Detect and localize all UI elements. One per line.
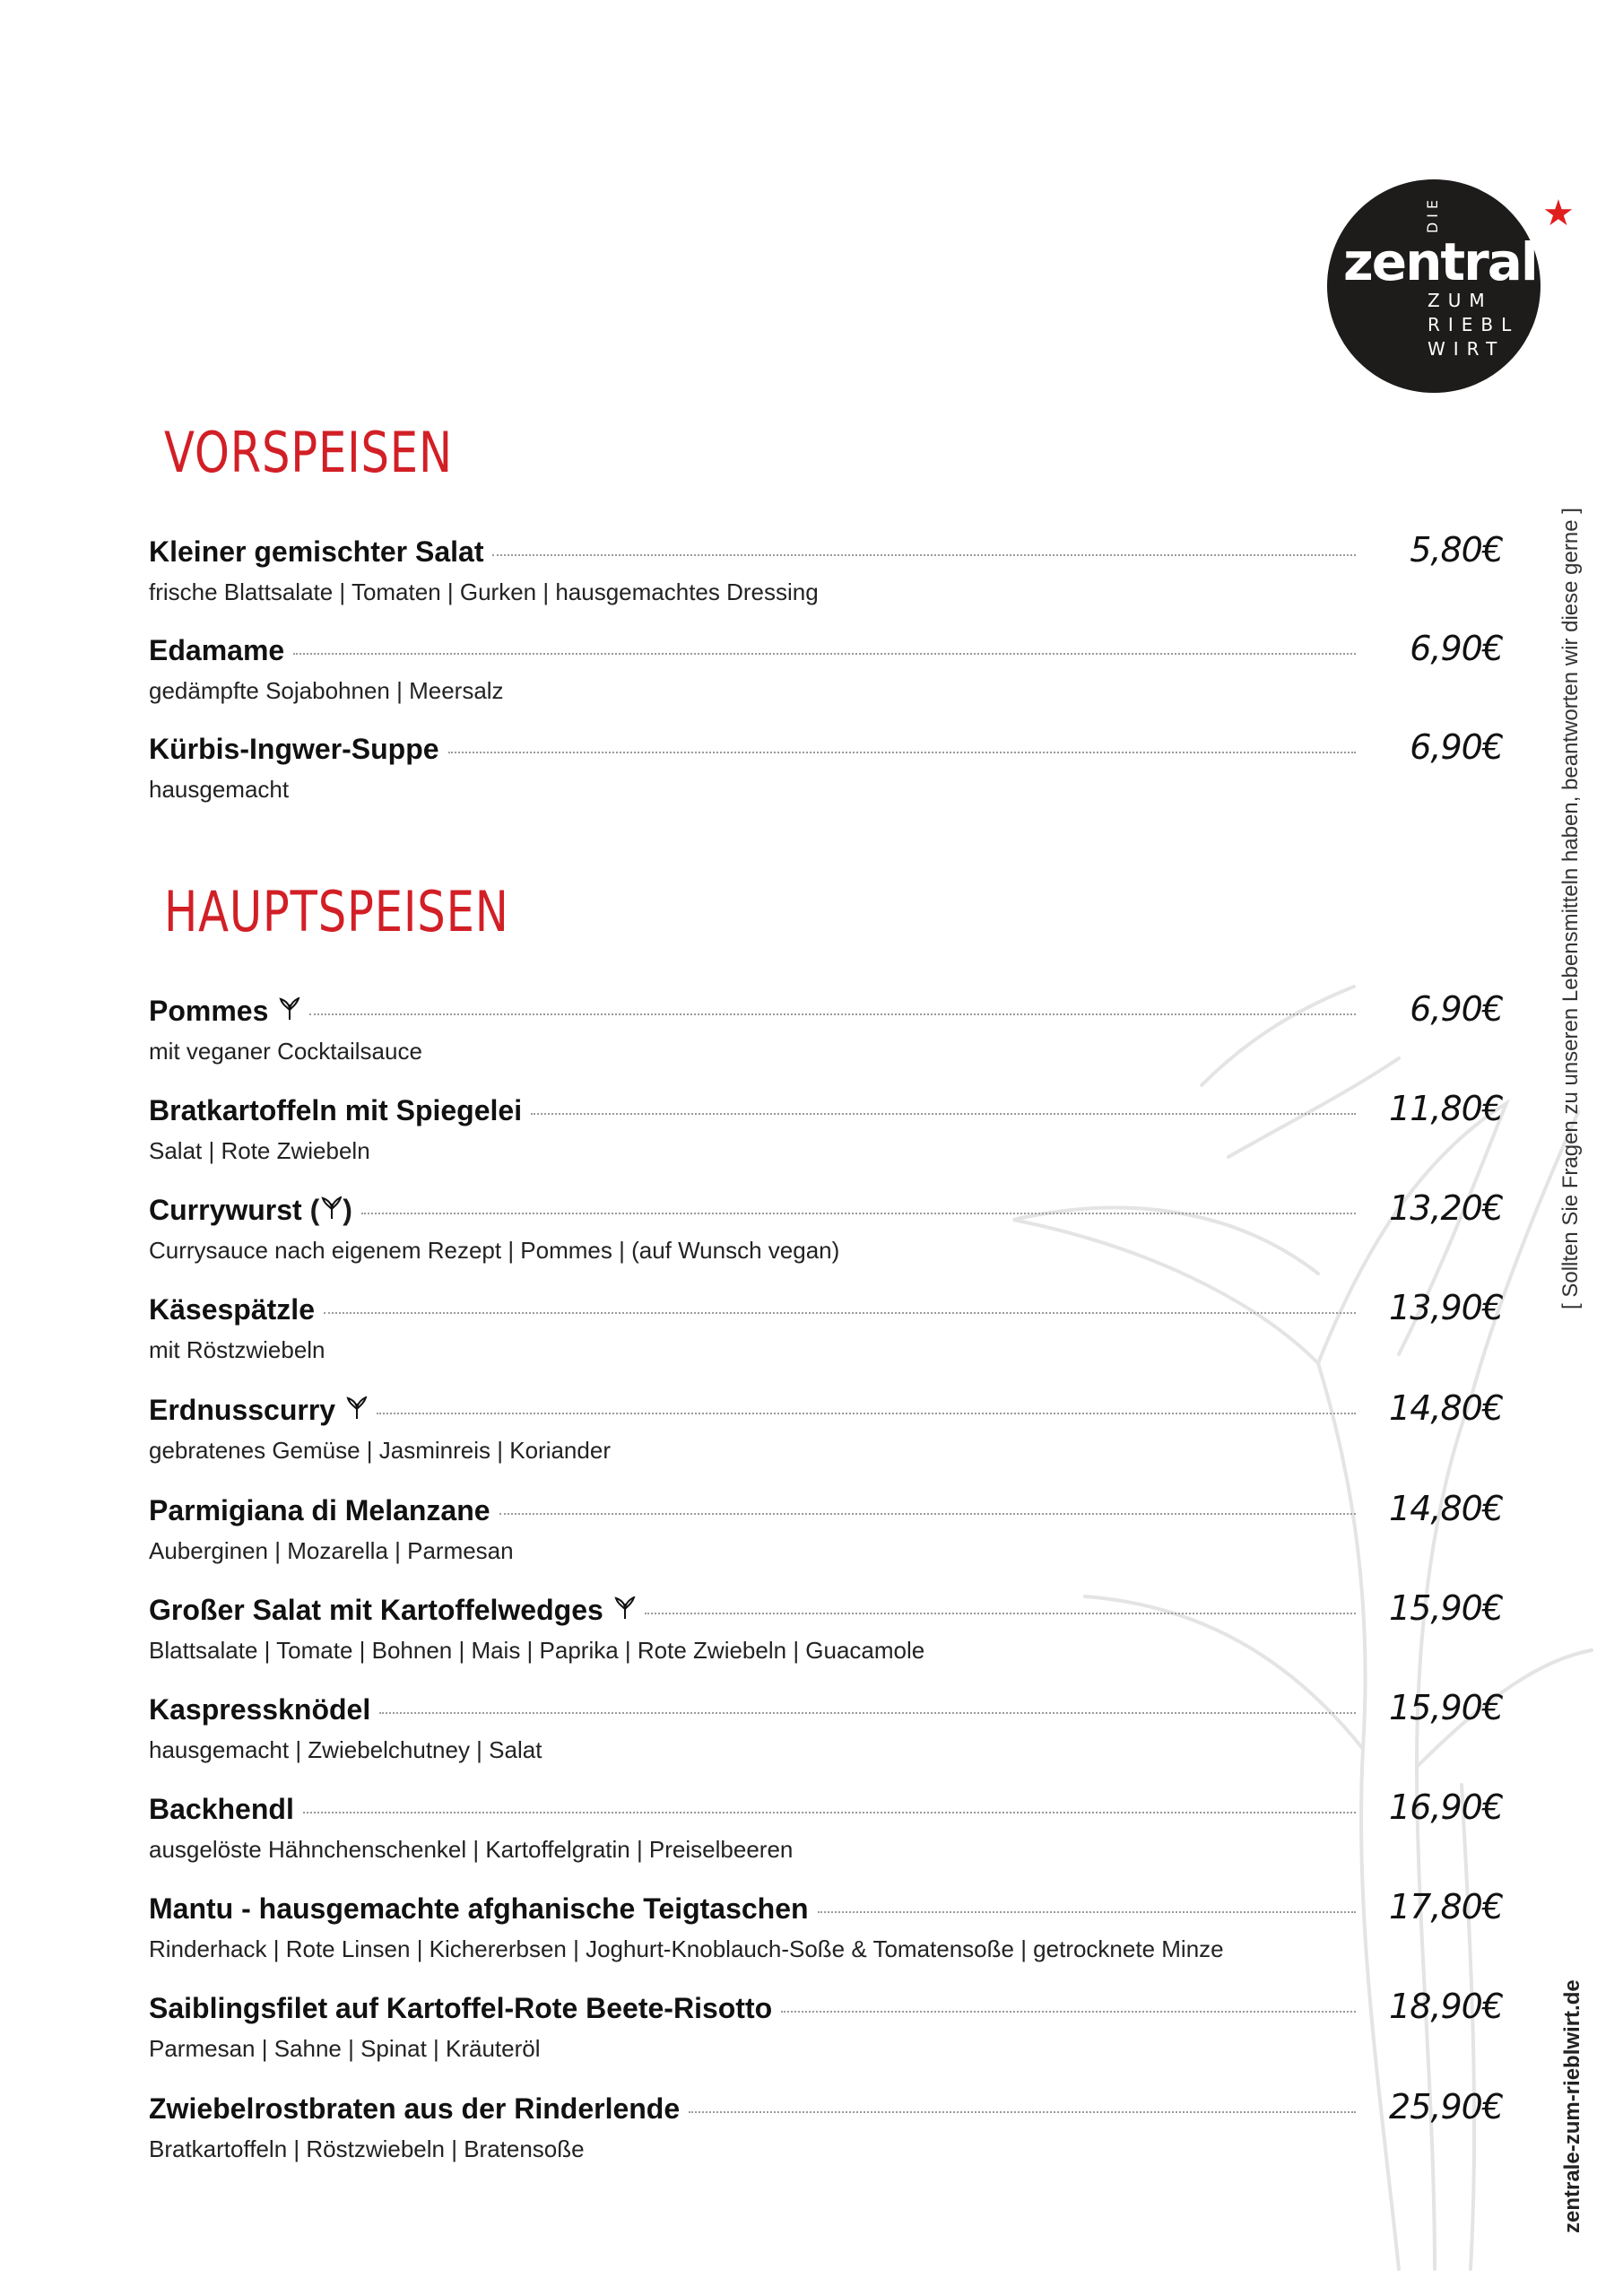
menu-item bbox=[149, 629, 1503, 709]
section-title-hauptspeisen: HAUPTSPEISEN bbox=[164, 879, 509, 944]
menu-item-description: Bratkartoffeln | Röstzwiebeln | Bratensoße bbox=[149, 2135, 585, 2162]
menu-item-name: Käsespätzle bbox=[149, 1293, 315, 1326]
menu-item-description: hausgemacht bbox=[149, 776, 290, 803]
menu-item-name: Kürbis-Ingwer-Suppe bbox=[149, 733, 439, 765]
menu-item-description: gebratenes Gemüse | Jasminreis | Koriander bbox=[149, 1437, 611, 1464]
menu-item-name: Großer Salat mit Kartoffelwedges bbox=[149, 1594, 603, 1626]
menu-item-description: Parmesan | Sahne | Spinat | Kräuteröl bbox=[149, 2035, 541, 2062]
menu-item bbox=[149, 1388, 1503, 1469]
dot-leader bbox=[689, 2111, 1356, 2113]
vegan-leaf-icon bbox=[614, 1596, 636, 1620]
dot-leader bbox=[324, 1312, 1356, 1314]
menu-item-description: frische Blattsalate | Tomaten | Gurken | hausgemachtes Dressing bbox=[149, 578, 819, 605]
menu-item-name: Currywurst bbox=[149, 1194, 302, 1226]
menu-item-description: Salat | Rote Zwiebeln bbox=[149, 1137, 370, 1164]
logo-tagline: ZUM RIEBL WIRT bbox=[1428, 290, 1520, 360]
allergen-note: [ Sollten Sie Fragen zu unseren Lebensmitteln haben, beantworten wir diese gerne ] bbox=[1558, 508, 1583, 1309]
menu-item bbox=[149, 1188, 1503, 1269]
dot-leader bbox=[293, 653, 1356, 655]
logo-die-text: DIE bbox=[1424, 196, 1441, 234]
menu-item-price: 14,80€ bbox=[1389, 1489, 1503, 1528]
menu-item-name: Backhendl bbox=[149, 1793, 294, 1825]
menu-item bbox=[149, 1489, 1503, 1570]
section-title-vorspeisen: VORSPEISEN bbox=[164, 420, 453, 485]
menu-item-price: 25,90€ bbox=[1389, 2087, 1503, 2126]
menu-item bbox=[149, 1688, 1503, 1769]
menu-item-price: 11,80€ bbox=[1389, 1089, 1503, 1128]
menu-item bbox=[149, 1089, 1503, 1170]
menu-item-description: hausgemacht | Zwiebelchutney | Salat bbox=[149, 1736, 542, 1763]
restaurant-logo bbox=[1327, 179, 1575, 393]
menu-item-price: 6,90€ bbox=[1410, 989, 1503, 1029]
menu-item-price: 6,90€ bbox=[1410, 727, 1503, 767]
menu-item-price: 15,90€ bbox=[1389, 1688, 1503, 1727]
dot-leader bbox=[492, 554, 1356, 556]
menu-item-description: Rinderhack | Rote Linsen | Kichererbsen | Joghurt-Knoblauch-Soße & Tomatensoße | getrocknete Minze bbox=[149, 1935, 1224, 1962]
dot-leader bbox=[303, 1812, 1356, 1813]
menu-item-price: 16,90€ bbox=[1389, 1787, 1503, 1827]
logo-name: zentrale bbox=[1343, 231, 1571, 292]
menu-item-price: 18,90€ bbox=[1389, 1987, 1503, 2026]
menu-item-price: 17,80€ bbox=[1389, 1887, 1503, 1926]
menu-item-description: mit Röstzwiebeln bbox=[149, 1336, 325, 1363]
menu-item-description: Currysauce nach eigenem Rezept | Pommes | (auf Wunsch vegan) bbox=[149, 1237, 840, 1264]
menu-item-name: Bratkartoffeln mit Spiegelei bbox=[149, 1094, 523, 1126]
menu-item-description: Auberginen | Mozarella | Parmesan bbox=[149, 1537, 514, 1564]
menu-item-price: 6,90€ bbox=[1410, 629, 1503, 668]
menu-item bbox=[149, 1288, 1503, 1369]
menu-item-description: gedämpfte Sojabohnen | Meersalz bbox=[149, 677, 504, 704]
menu-item-price: 14,80€ bbox=[1389, 1388, 1503, 1428]
vegan-leaf-icon bbox=[346, 1396, 368, 1420]
menu-item bbox=[149, 989, 1503, 1070]
dot-leader bbox=[531, 1113, 1356, 1115]
menu-item-name: Kaspressknödel bbox=[149, 1693, 371, 1726]
dot-leader bbox=[818, 1911, 1356, 1913]
dot-leader bbox=[645, 1613, 1356, 1614]
menu-item-name: Saiblingsfilet auf Kartoffel-Rote Beete-Risotto bbox=[149, 1992, 773, 2024]
menu-item-price: 13,90€ bbox=[1389, 1288, 1503, 1327]
menu-item-description: Blattsalate | Tomate | Bohnen | Mais | Paprika | Rote Zwiebeln | Guacamole bbox=[149, 1637, 925, 1664]
star-icon: ★ bbox=[1542, 193, 1575, 234]
vegan-leaf-icon bbox=[279, 997, 300, 1021]
menu-item-price: 5,80€ bbox=[1410, 530, 1503, 570]
menu-item-name: Kleiner gemischter Salat bbox=[149, 535, 484, 568]
dot-leader bbox=[309, 1013, 1356, 1015]
menu-item bbox=[149, 1588, 1503, 1669]
menu-item-price: 13,20€ bbox=[1389, 1188, 1503, 1228]
menu-item-price: 15,90€ bbox=[1389, 1588, 1503, 1628]
dot-leader bbox=[781, 2011, 1356, 2013]
menu-item bbox=[149, 2087, 1503, 2168]
paren-close: ) bbox=[343, 1194, 352, 1226]
vegan-leaf-icon bbox=[321, 1196, 343, 1220]
menu-item-description: mit veganer Cocktailsauce bbox=[149, 1038, 422, 1065]
dot-leader bbox=[377, 1413, 1356, 1414]
menu-item-name: Zwiebelrostbraten aus der Rinderlende bbox=[149, 2092, 681, 2125]
dot-leader bbox=[379, 1712, 1356, 1714]
menu-item-name: Edamame bbox=[149, 634, 285, 666]
menu-item bbox=[149, 727, 1503, 808]
menu-item-description: ausgelöste Hähnchenschenkel | Kartoffelgratin | Preiselbeeren bbox=[149, 1836, 794, 1863]
paren-open: ( bbox=[301, 1194, 320, 1226]
dot-leader bbox=[361, 1213, 1356, 1214]
menu-item-name: Pommes bbox=[149, 995, 269, 1027]
menu-item bbox=[149, 1787, 1503, 1868]
website-link[interactable]: zentrale-zum-rieblwirt.de bbox=[1560, 1979, 1584, 2233]
menu-item-name: Erdnusscurry bbox=[149, 1394, 336, 1426]
menu-item-name: Parmigiana di Melanzane bbox=[149, 1494, 490, 1526]
menu-item bbox=[149, 530, 1503, 611]
dot-leader bbox=[499, 1513, 1356, 1515]
dot-leader bbox=[448, 752, 1356, 753]
menu-item-name: Mantu - hausgemachte afghanische Teigtaschen bbox=[149, 1892, 809, 1925]
menu-item bbox=[149, 1887, 1503, 1968]
menu-item bbox=[149, 1987, 1503, 2067]
